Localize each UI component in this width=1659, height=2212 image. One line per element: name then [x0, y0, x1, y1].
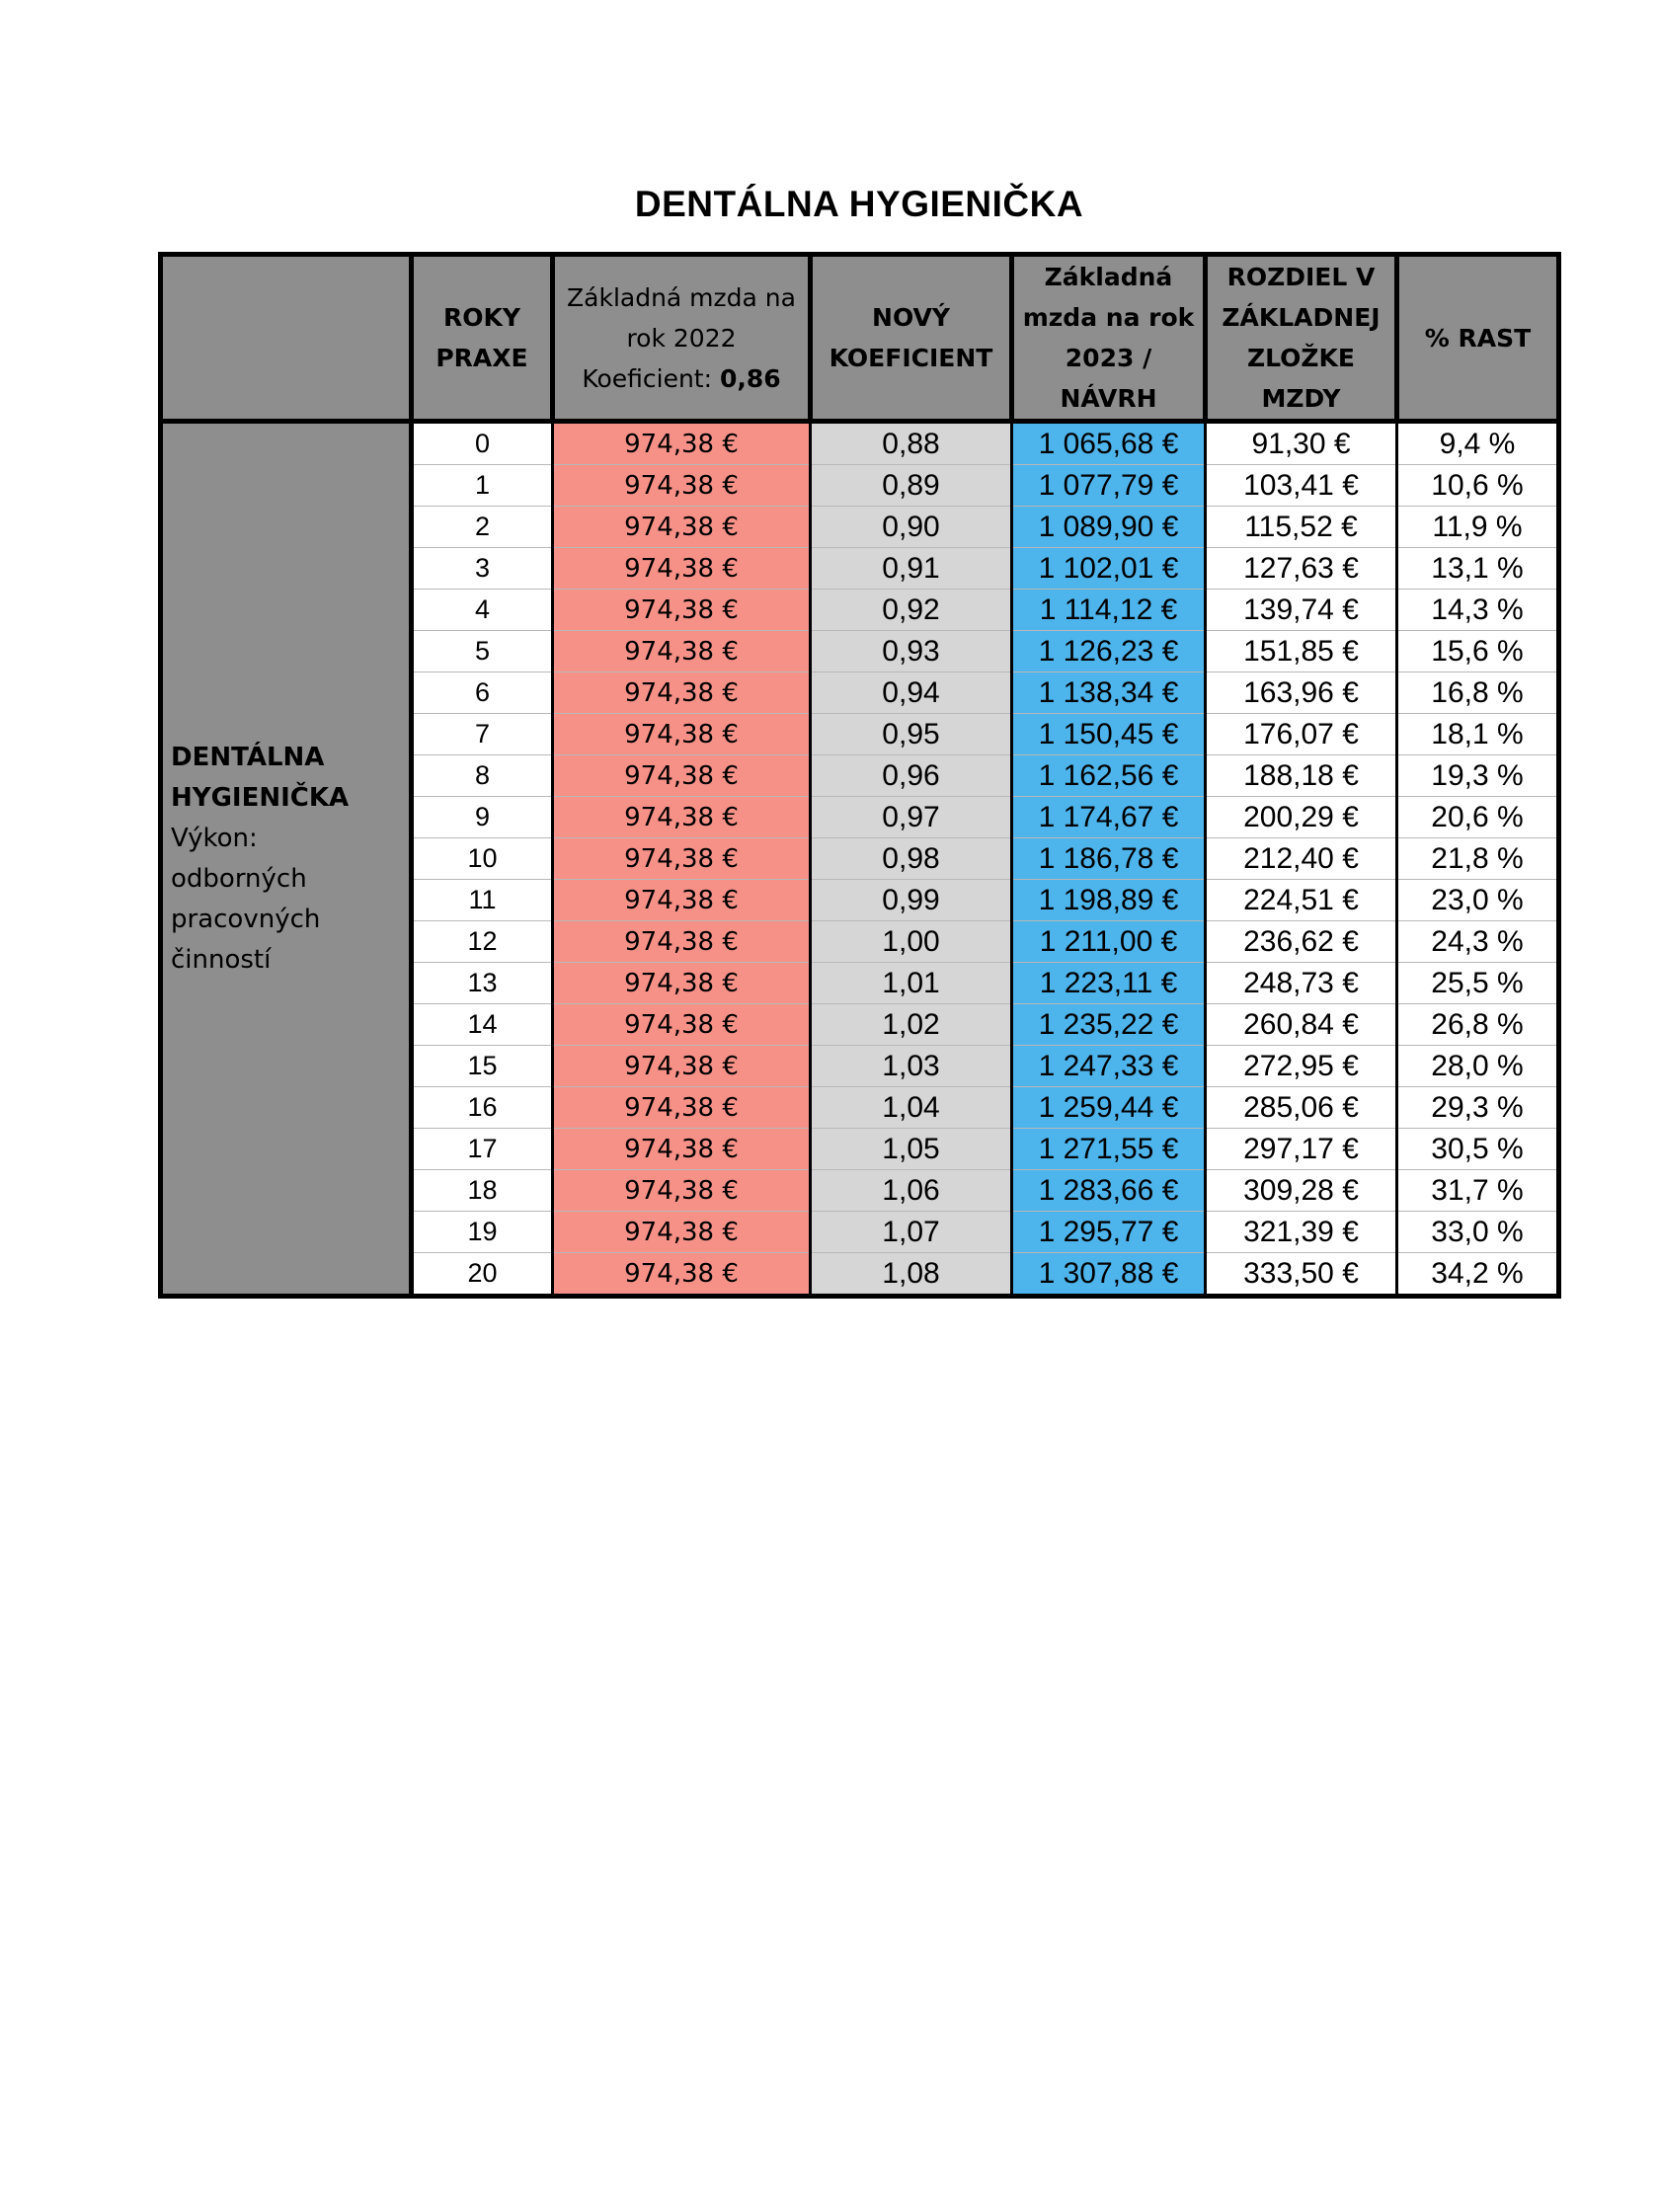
- diff-cell: 260,84 €: [1206, 1004, 1397, 1046]
- years-cell: 0: [412, 422, 553, 465]
- rast-cell: 9,4 %: [1397, 422, 1559, 465]
- rast-cell: 26,8 %: [1397, 1004, 1559, 1046]
- years-cell: 16: [412, 1087, 553, 1129]
- rast-cell: 15,6 %: [1397, 631, 1559, 672]
- diff-cell: 200,29 €: [1206, 797, 1397, 838]
- years-cell: 15: [412, 1046, 553, 1087]
- base-wage-cell: 974,38 €: [553, 714, 811, 755]
- coef-cell: 0,94: [811, 672, 1012, 714]
- coef-cell: 0,99: [811, 880, 1012, 921]
- base-wage-cell: 974,38 €: [553, 548, 811, 590]
- base-wage-cell: 974,38 €: [553, 1129, 811, 1170]
- new-wage-cell: 1 235,22 €: [1012, 1004, 1206, 1046]
- coef-cell: 1,03: [811, 1046, 1012, 1087]
- rast-cell: 23,0 %: [1397, 880, 1559, 921]
- years-cell: 3: [412, 548, 553, 590]
- new-wage-cell: 1 114,12 €: [1012, 590, 1206, 631]
- coef-cell: 0,95: [811, 714, 1012, 755]
- coef-cell: 1,04: [811, 1087, 1012, 1129]
- coef-cell: 1,08: [811, 1253, 1012, 1297]
- coef-cell: 1,02: [811, 1004, 1012, 1046]
- header-base-coef-label: Koeficient:: [582, 363, 720, 393]
- rast-cell: 31,7 %: [1397, 1170, 1559, 1212]
- base-wage-cell: 974,38 €: [553, 631, 811, 672]
- new-wage-cell: 1 295,77 €: [1012, 1212, 1206, 1253]
- diff-cell: 91,30 €: [1206, 422, 1397, 465]
- rast-cell: 10,6 %: [1397, 465, 1559, 507]
- years-cell: 14: [412, 1004, 553, 1046]
- diff-cell: 236,62 €: [1206, 921, 1397, 963]
- header-diff: ROZDIEL V ZÁKLADNEJ ZLOŽKE MZDY: [1206, 255, 1397, 422]
- years-cell: 17: [412, 1129, 553, 1170]
- base-wage-cell: 974,38 €: [553, 755, 811, 797]
- diff-cell: 176,07 €: [1206, 714, 1397, 755]
- base-wage-cell: 974,38 €: [553, 1212, 811, 1253]
- coef-cell: 1,00: [811, 921, 1012, 963]
- new-wage-cell: 1 138,34 €: [1012, 672, 1206, 714]
- diff-cell: 163,96 €: [1206, 672, 1397, 714]
- base-wage-cell: 974,38 €: [553, 1004, 811, 1046]
- base-wage-cell: 974,38 €: [553, 1170, 811, 1212]
- diff-cell: 115,52 €: [1206, 507, 1397, 548]
- base-wage-cell: 974,38 €: [553, 672, 811, 714]
- diff-cell: 333,50 €: [1206, 1253, 1397, 1297]
- new-wage-cell: 1 247,33 €: [1012, 1046, 1206, 1087]
- base-wage-cell: 974,38 €: [553, 465, 811, 507]
- base-wage-cell: 974,38 €: [553, 880, 811, 921]
- diff-cell: 139,74 €: [1206, 590, 1397, 631]
- new-wage-cell: 1 259,44 €: [1012, 1087, 1206, 1129]
- diff-cell: 188,18 €: [1206, 755, 1397, 797]
- new-wage-cell: 1 162,56 €: [1012, 755, 1206, 797]
- base-wage-cell: 974,38 €: [553, 921, 811, 963]
- new-wage-cell: 1 077,79 €: [1012, 465, 1206, 507]
- coef-cell: 0,93: [811, 631, 1012, 672]
- rast-cell: 11,9 %: [1397, 507, 1559, 548]
- header-rast: % RAST: [1397, 255, 1559, 422]
- years-cell: 4: [412, 590, 553, 631]
- years-cell: 6: [412, 672, 553, 714]
- rast-cell: 21,8 %: [1397, 838, 1559, 880]
- table-row: [161, 422, 1559, 465]
- new-wage-cell: 1 174,67 €: [1012, 797, 1206, 838]
- base-wage-cell: 974,38 €: [553, 507, 811, 548]
- base-wage-cell: 974,38 €: [553, 590, 811, 631]
- diff-cell: 285,06 €: [1206, 1087, 1397, 1129]
- category-description: Výkon: odborných pracovných činností: [171, 823, 321, 975]
- page-title: DENTÁLNA HYGIENIČKA: [634, 184, 1084, 224]
- coef-cell: 0,91: [811, 548, 1012, 590]
- coef-cell: 0,90: [811, 507, 1012, 548]
- years-cell: 12: [412, 921, 553, 963]
- years-cell: 10: [412, 838, 553, 880]
- new-wage-cell: 1 211,00 €: [1012, 921, 1206, 963]
- years-cell: 19: [412, 1212, 553, 1253]
- rast-cell: 19,3 %: [1397, 755, 1559, 797]
- diff-cell: 127,63 €: [1206, 548, 1397, 590]
- new-wage-cell: 1 102,01 €: [1012, 548, 1206, 590]
- diff-cell: 309,28 €: [1206, 1170, 1397, 1212]
- header-new-coef: NOVÝ KOEFICIENT: [811, 255, 1012, 422]
- diff-cell: 212,40 €: [1206, 838, 1397, 880]
- header-base-coef-value: 0,86: [719, 363, 781, 393]
- new-wage-cell: 1 307,88 €: [1012, 1253, 1206, 1297]
- diff-cell: 248,73 €: [1206, 963, 1397, 1004]
- coef-cell: 0,92: [811, 590, 1012, 631]
- years-cell: 18: [412, 1170, 553, 1212]
- years-cell: 9: [412, 797, 553, 838]
- coef-cell: 1,01: [811, 963, 1012, 1004]
- coef-cell: 1,05: [811, 1129, 1012, 1170]
- new-wage-cell: 1 198,89 €: [1012, 880, 1206, 921]
- base-wage-cell: 974,38 €: [553, 797, 811, 838]
- new-wage-cell: 1 126,23 €: [1012, 631, 1206, 672]
- rast-cell: 16,8 %: [1397, 672, 1559, 714]
- new-wage-cell: 1 283,66 €: [1012, 1170, 1206, 1212]
- coef-cell: 1,06: [811, 1170, 1012, 1212]
- years-cell: 5: [412, 631, 553, 672]
- new-wage-cell: 1 186,78 €: [1012, 838, 1206, 880]
- rast-cell: 30,5 %: [1397, 1129, 1559, 1170]
- category-cell: [161, 422, 412, 1297]
- rast-cell: 20,6 %: [1397, 797, 1559, 838]
- base-wage-cell: 974,38 €: [553, 422, 811, 465]
- base-wage-cell: 974,38 €: [553, 838, 811, 880]
- coef-cell: 0,89: [811, 465, 1012, 507]
- diff-cell: 272,95 €: [1206, 1046, 1397, 1087]
- rast-cell: 24,3 %: [1397, 921, 1559, 963]
- new-wage-cell: 1 271,55 €: [1012, 1129, 1206, 1170]
- header-years: ROKY PRAXE: [412, 255, 553, 422]
- rast-cell: 14,3 %: [1397, 590, 1559, 631]
- years-cell: 7: [412, 714, 553, 755]
- years-cell: 2: [412, 507, 553, 548]
- diff-cell: 224,51 €: [1206, 880, 1397, 921]
- years-cell: 1: [412, 465, 553, 507]
- header-row: [161, 255, 1559, 422]
- base-wage-cell: 974,38 €: [553, 1253, 811, 1297]
- rast-cell: 33,0 %: [1397, 1212, 1559, 1253]
- base-wage-cell: 974,38 €: [553, 1087, 811, 1129]
- table-body: [161, 422, 1559, 1297]
- coef-cell: 0,97: [811, 797, 1012, 838]
- header-base-wage-label: Základná mzda na rok 2022: [567, 282, 796, 353]
- years-cell: 13: [412, 963, 553, 1004]
- rast-cell: 25,5 %: [1397, 963, 1559, 1004]
- base-wage-cell: 974,38 €: [553, 963, 811, 1004]
- rast-cell: 13,1 %: [1397, 548, 1559, 590]
- header-empty: [161, 255, 412, 422]
- coef-cell: 0,98: [811, 838, 1012, 880]
- years-cell: 8: [412, 755, 553, 797]
- diff-cell: 151,85 €: [1206, 631, 1397, 672]
- years-cell: 20: [412, 1253, 553, 1297]
- rast-cell: 34,2 %: [1397, 1253, 1559, 1297]
- new-wage-cell: 1 065,68 €: [1012, 422, 1206, 465]
- salary-table: [158, 252, 1561, 1299]
- years-cell: 11: [412, 880, 553, 921]
- diff-cell: 103,41 €: [1206, 465, 1397, 507]
- coef-cell: 0,88: [811, 422, 1012, 465]
- header-base-wage: [553, 255, 811, 422]
- rast-cell: 18,1 %: [1397, 714, 1559, 755]
- coef-cell: 0,96: [811, 755, 1012, 797]
- rast-cell: 28,0 %: [1397, 1046, 1559, 1087]
- diff-cell: 321,39 €: [1206, 1212, 1397, 1253]
- coef-cell: 1,07: [811, 1212, 1012, 1253]
- category-title: DENTÁLNA HYGIENIČKA: [171, 742, 350, 813]
- new-wage-cell: 1 089,90 €: [1012, 507, 1206, 548]
- new-wage-cell: 1 223,11 €: [1012, 963, 1206, 1004]
- base-wage-cell: 974,38 €: [553, 1046, 811, 1087]
- diff-cell: 297,17 €: [1206, 1129, 1397, 1170]
- new-wage-cell: 1 150,45 €: [1012, 714, 1206, 755]
- rast-cell: 29,3 %: [1397, 1087, 1559, 1129]
- header-new-wage: Základná mzda na rok 2023 / NÁVRH: [1012, 255, 1206, 422]
